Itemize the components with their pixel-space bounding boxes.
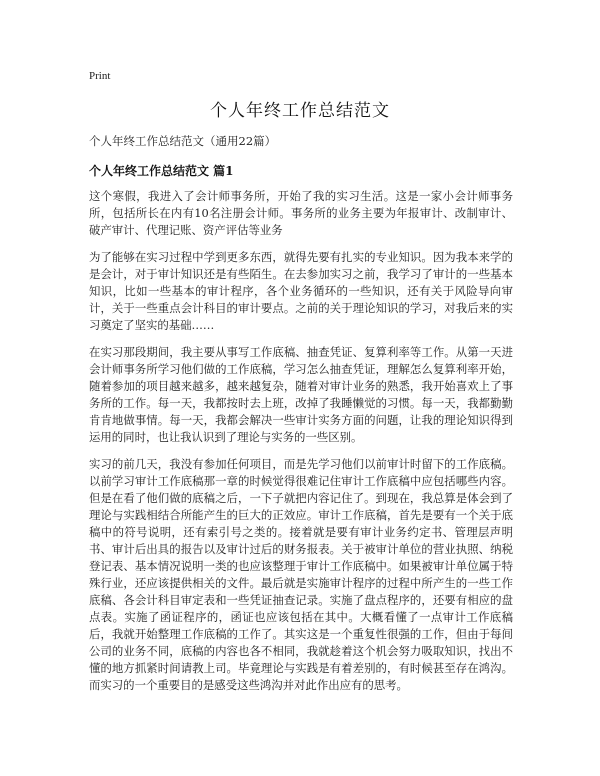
document-body [89, 188, 513, 704]
print-label: Print [89, 70, 111, 82]
page-title: 个人年终工作总结范文 [210, 101, 390, 121]
paragraph: 在实习那段期间，我主要从事写工作底稿、抽查凭证、复算利率等工作。从第一天进会计师事务所学习他们做的工作底稿，学习怎么抽查凭证，理解怎么复算利率开始，随着参加的项目越来越多，越来越复杂，随着对审计业务的熟悉，我开始喜欢上了事务所的工作。每一天，我都按时去上班，改掉了我睡懒觉的习惯。每一天，我都勤勤肯肯地做事情。每一天，我都会解决一些审计实务方面的问题，让我的理论知识得到运用的同时，也让我认识到了理论与实务的一些区别。 [89, 345, 513, 444]
paragraph: 这个寒假，我进入了会计师事务所，开始了我的实习生活。这是一家小会计师事务所，包括所长在内有10名注册会计师。事务所的业务主要为年报审计、改制审计、破产审计、代理记账、资产评估等业务 [89, 189, 513, 237]
paragraph: 为了能够在实习过程中学到更多东西，就得先要有扎实的专业知识。因为我本来学的是会计，对于审计知识还是有些陌生。在去参加实习之前，我学习了审计的一些基本知识，比如一些基本的审计程序，各个业务循环的一些知识，还有关于风险导向审计，关于一些重点会计科目的审计要点。之前的关于理论知识的学习，对我后来的实习奠定了坚实的基础…… [89, 250, 513, 332]
paragraph: 实习的前几天，我没有参加任何项目，而是先学习他们以前审计时留下的工作底稿。以前学习审计工作底稿那一章的时候觉得很难记住审计工作底稿中应包括哪些内容。但是在看了他们做的底稿之后，一下子就把内容记住了。到现在，我总算是体会到了理论与实践相结合所能产生的巨大的正效应。审计工作底稿，首先是要有一个关于底稿中的符号说明，还有索引号之类的。接着就是要有审计业务约定书、管理层声明书、审计后出具的报告以及审计过后的财务报表。关于被审计单位的营业执照、纳税登记表、基本情况说明一类的也应该整理于审计工作底稿中。如果被审计单位属于特殊行业，还应该提供相关的文件。最后就是实施审计程序的过程中所产生的一些工作底稿、各会计科目审定表和一些凭证抽查记录。实施了盘点程序的，还要有相应的盘点表。实施了函证程序的，函证也应该包括在其中。大概看懂了一点审计工作底稿后，我就开始整理工作底稿的工作了。其实这是一个重复性很强的工作，但由于每间公司的业务不同，底稿的内容也各不相同，我就趁着这个机会努力吸取知识，找出不懂的地方抓紧时间请教上司。毕竟理论与实践是有着差别的，有时候甚至存在鸿沟。而实习的一个重要目的是感受这些鸿沟并对此作出应有的思考。 [89, 457, 513, 692]
section-heading: 个人年终工作总结范文 篇1 [89, 164, 234, 178]
document-subtitle: 个人年终工作总结范文（通用22篇） [89, 134, 277, 148]
